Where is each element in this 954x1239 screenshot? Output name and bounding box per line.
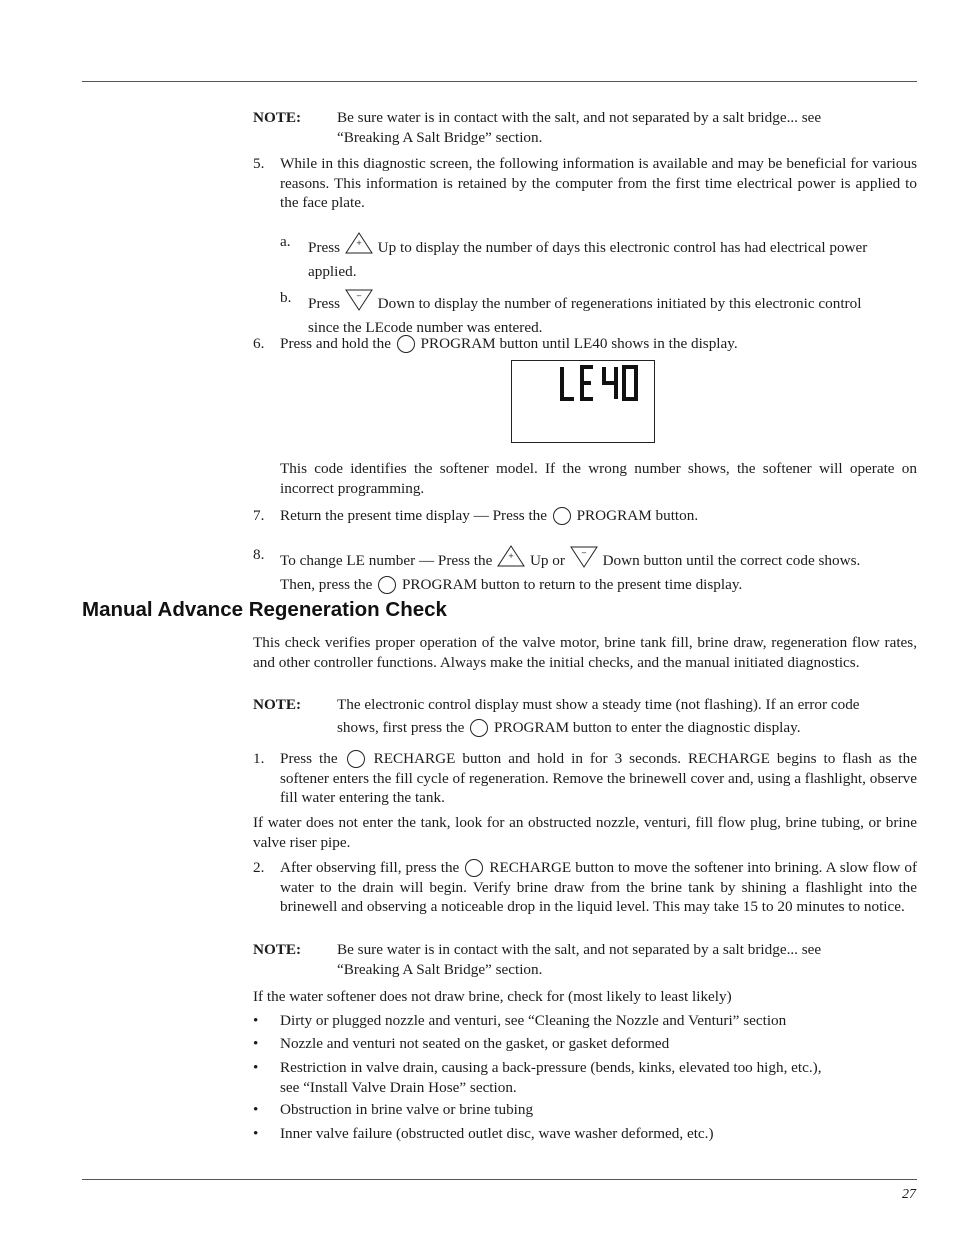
note-line: “Breaking A Salt Bridge” section.	[337, 128, 543, 146]
bullet-glyph: •	[253, 1101, 259, 1118]
step-text: Return the present time display — Press the	[280, 507, 547, 524]
note-text	[337, 695, 917, 737]
intro-paragraph: This check verifies proper operation of the valve motor, brine tank fill, brine draw, regeneration flow rates, and other controller functions. Always make the initial checks, and the manual initiated diagnostics.	[253, 634, 917, 671]
substep-label: b.	[280, 289, 292, 306]
program-button-icon	[397, 335, 415, 353]
bullet-glyph: •	[253, 1035, 259, 1052]
brine-intro: If the water softener does not draw brine, check for (most likely to least likely)	[253, 988, 732, 1005]
step-text: Down button until the correct code shows.	[602, 552, 861, 569]
step-number: 2.	[253, 859, 265, 876]
list-item	[280, 1058, 917, 1097]
note-line: Be sure water is in contact with the salt, and not separated by a salt bridge... see	[337, 109, 822, 126]
step-text: While in this diagnostic screen, the following information is available and may be beneficial for various reasons. This information is retained by the computer from the first time electrical power is applied to the face plate.	[280, 155, 917, 211]
note-line	[337, 718, 917, 738]
list-item: Inner valve failure (obstructed outlet disc, wave washer deformed, etc.)	[280, 1125, 714, 1142]
substep-b	[308, 288, 917, 337]
step-text: flow of water to the drain will begin. Verify brine draw from the brine tank by shining a flashlight into the brinewell and observing a noticeable drop in the liquid level. This may take 15 to 20 minutes to notice.	[280, 859, 918, 915]
step-7	[280, 506, 917, 526]
list-item-text: see “Install Valve Drain Hose” section.	[280, 1078, 517, 1096]
section-title: Manual Advance Regeneration Check	[82, 598, 447, 621]
step-text: After observing fill, press the	[280, 859, 460, 876]
note-label: NOTE:	[253, 696, 302, 713]
recharge-step-2	[280, 858, 917, 917]
step-text: PROGRAM button until LE40 shows in the display.	[420, 335, 738, 352]
substep-text: Up to display the number of days this electronic control has had electrical power	[377, 239, 868, 256]
step-text: softener enters the fill cycle of regeneration. Remove the brinewell cover and, using a flashlight, observe fill water entering the tank.	[280, 769, 917, 806]
svg-text:−: −	[355, 292, 362, 300]
substep-a	[308, 232, 917, 281]
top-rule	[82, 81, 917, 82]
note-text-part: shows, first press the	[337, 718, 465, 736]
step-text: To change LE number — Press the	[280, 552, 493, 569]
recharge-step-1	[280, 749, 917, 808]
step-number: 1.	[253, 750, 265, 767]
note-text-part: PROGRAM button to enter the diagnostic display.	[494, 718, 801, 736]
program-button-icon	[470, 719, 488, 737]
substep-text: since the LEcode number was entered.	[308, 318, 543, 336]
list-item: Obstruction in brine valve or brine tubing	[280, 1101, 534, 1118]
step-text: PROGRAM button to return to the present time display.	[401, 575, 743, 593]
list-item-text: Restriction in valve drain, causing a back-pressure (bends, kinks, elevated too high, etc.),	[280, 1059, 822, 1076]
svg-text:+: +	[508, 552, 515, 560]
step-number: 5.	[253, 155, 265, 172]
svg-text:+: +	[355, 239, 362, 247]
step-number: 7.	[253, 507, 265, 524]
code-description: This code identifies the softener model. If the wrong number shows, the softener will operate on incorrect programming.	[280, 460, 917, 497]
bullet-glyph: •	[253, 1012, 259, 1029]
note-label: NOTE:	[253, 109, 302, 126]
step-text: PROGRAM button.	[576, 507, 699, 524]
note-line: Be sure water is in contact with the salt, and not separated by a salt bridge... see	[337, 941, 822, 958]
page-number: 27	[902, 1187, 916, 1202]
down-arrow-icon	[345, 288, 373, 318]
substep-text: Press	[308, 239, 341, 256]
note-label: NOTE:	[253, 941, 302, 958]
step-text: Then, press the	[280, 575, 373, 593]
lcd-display	[511, 360, 655, 443]
substep-text: applied.	[308, 262, 357, 280]
recharge-button-icon	[347, 750, 365, 768]
step-text: RECHARGE button to move the softener into brining. A slow	[489, 859, 869, 876]
recharge-button-icon	[465, 859, 483, 877]
program-button-icon	[553, 507, 571, 525]
step-text: Press the	[280, 750, 338, 767]
step-text: RECHARGE button and hold in for 3 seconds. RECHARGE begins to flash as the	[373, 750, 917, 767]
lcd-readout	[512, 361, 653, 441]
step-number: 6.	[253, 335, 265, 352]
substep-text: Press	[308, 295, 341, 312]
step-text: Up or	[529, 552, 565, 569]
bullet-glyph: •	[253, 1059, 259, 1076]
step-number: 8.	[253, 546, 265, 563]
note-text	[337, 940, 917, 979]
note-line: The electronic control display must show a steady time (not flashing). If an error code	[337, 696, 860, 713]
step-6	[280, 334, 917, 354]
fill-note: If water does not enter the tank, look for an obstructed nozzle, venturi, fill flow plug, brine tubing, or brine valve riser pipe.	[253, 814, 917, 851]
substep-label: a.	[280, 233, 291, 250]
up-arrow-icon	[345, 232, 373, 262]
program-button-icon	[378, 576, 396, 594]
step-8	[280, 545, 917, 594]
list-item: Nozzle and venturi not seated on the gasket, or gasket deformed	[280, 1035, 670, 1052]
step-text: Press and hold the	[280, 335, 391, 352]
bullet-glyph: •	[253, 1125, 259, 1142]
down-arrow-icon	[570, 545, 598, 575]
list-item: Dirty or plugged nozzle and venturi, see “Cleaning the Nozzle and Venturi” section	[280, 1012, 787, 1029]
substep-text: Down to display the number of regenerations initiated by this electronic control	[377, 295, 862, 312]
note-line: “Breaking A Salt Bridge” section.	[337, 960, 543, 978]
svg-text:−: −	[580, 549, 587, 557]
note-text	[337, 108, 917, 147]
up-arrow-icon	[497, 545, 525, 575]
bottom-rule	[82, 1179, 917, 1180]
